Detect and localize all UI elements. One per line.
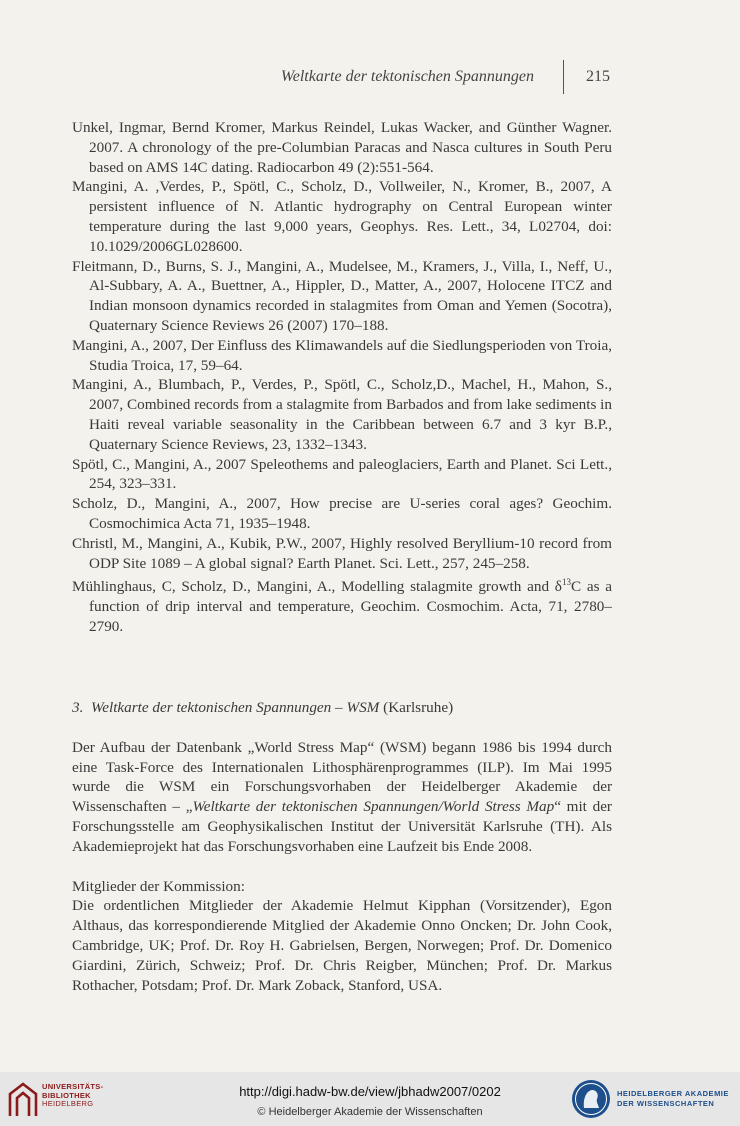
- paragraph-text: Der Aufbau der Datenbank „World Stress Map“ (WSM) begann 1986 bis 1994 durch eine Task-Force des Internationalen Lithosphärenprogrammes (ILP). Im Mai 1995 wurde die WSM ein Forschungsvorhaben der Heidelberger Akademie der Wissenschaften – „: [72, 738, 612, 816]
- reference-item: Fleitmann, D., Burns, S. J., Mangini, A., Mudelsee, M., Kramers, J., Villa, I., Neff, U., Al-Subbary, A. A., Buettner, A., Hippler, D., Matter, A., 2007, Holocene ITCZ and Indian monsoon dynamics recorded in stalagmites from Oman and Yemen (Socotra), Quaternary Science Reviews 26 (2007) 170–188.: [72, 257, 612, 334]
- running-header: [0, 68, 740, 94]
- reference-item: Spötl, C., Mangini, A., 2007 Speleothems and paleoglaciers, Earth and Planet. Sci Lett., 254, 323–331.: [72, 455, 612, 493]
- reference-text: C as a function of drip interval and temperature, Geochim. Cosmochim. Acta, 71, 2780–2790.: [89, 578, 612, 635]
- body-paragraph: [72, 738, 612, 857]
- header-divider: [563, 60, 564, 94]
- section-title: Weltkarte der tektonischen Spannungen – WSM: [90, 699, 380, 716]
- section-number: 3.: [72, 699, 84, 716]
- digitization-footer: [0, 1072, 740, 1126]
- reference-item: Christl, M., Mangini, A., Kubik, P.W., 2007, Highly resolved Beryllium-10 record from ODP Site 1089 – A global signal? Earth Planet. Sci. Lett., 257, 245–258.: [72, 534, 612, 572]
- copyright-notice: © Heidelberger Akademie der Wissenschaften: [257, 1106, 483, 1118]
- ub-heidelberg-name: UNIVERSITÄTS- BIBLIOTHEK HEIDELBERG: [42, 1082, 104, 1109]
- academy-seal-logo: [571, 1079, 611, 1119]
- page-number: 215: [586, 68, 610, 85]
- reference-item: Mangini, A., Blumbach, P., Verdes, P., Spötl, C., Scholz,D., Machel, H., Mahon, S., 2007, Combined records from a stalagmite from Barbados and from lake sediments in Haiti reveal variable seasonality in the Caribbean between 6.7 and 3 kyr B.P., Quaternary Science Reviews, 23, 1332–1343.: [72, 376, 612, 453]
- members-heading: Mitglieder der Kommission:: [72, 877, 245, 895]
- academy-name: HEIDELBERGER AKADEMIE DER WISSENSCHAFTEN: [617, 1089, 729, 1108]
- reference-item: Mangini, A., 2007, Der Einfluss des Klimawandels auf die Siedlungsperioden von Troia, Studia Troica, 17, 59–64.: [72, 336, 612, 374]
- reference-text: Mühlinghaus, C, Scholz, D., Mangini, A., Modelling stalagmite growth and δ: [72, 578, 562, 596]
- permalink-url[interactable]: http://digi.hadw-bw.de/view/jbhadw2007/0202: [239, 1084, 501, 1099]
- reference-item: Unkel, Ingmar, Bernd Kromer, Markus Reindel, Lukas Wacker, and Günther Wagner. 2007. A chronology of the pre-Columbian Paracas and Nasca cultures in South Peru based on AMS 14C dating. Radiocarbon 49 (2):551-564.: [72, 119, 612, 176]
- members-text: Die ordentlichen Mitglieder der Akademie Helmut Kipphan (Vorsitzender), Egon Althaus, das korrespondierende Mitglied der Akademie Onno Oncken; Dr. John Cook, Cambridge, UK; Prof. Dr. Roy H. Gabrielsen, Bergen, Norwegen; Prof. Dr. Domenico Giardini, Zürich, Schweiz; Prof. Dr. Chris Reigber, München; Prof. Dr. Markus Rothacher, Potsdam; Prof. Dr. Mark Zoback, Stanford, USA.: [72, 897, 612, 994]
- section-location: (Karlsruhe): [383, 699, 454, 716]
- wsm-section: [72, 698, 612, 995]
- reference-item: Mangini, A. ,Verdes, P., Spötl, C., Scholz, D., Vollweiler, N., Kromer, B., 2007, A persistent influence of N. Atlantic hydrography on Central European winter temperature during the last 9,000 years, Geophys. Res. Lett., 34, L02704, doi: 10.1029/2006GL028600.: [72, 178, 612, 255]
- isotope-superscript: 13: [561, 577, 571, 588]
- running-title: Weltkarte der tektonischen Spannungen: [280, 68, 534, 85]
- reference-item: Scholz, D., Mangini, A., 2007, How precise are U-series coral ages? Geochim. Cosmochimica Acta 71, 1935–1948.: [72, 495, 612, 532]
- section-heading: [72, 698, 612, 718]
- members-block: [72, 877, 612, 996]
- reference-item: [72, 573, 612, 636]
- project-title: Weltkarte der tektonischen Spannungen/World Stress Map: [192, 798, 555, 816]
- paragraph-text: “ mit der Forschungsstelle am Geophysikalischen Institut der Universität Karlsruhe (TH). Als Akademieprojekt hat das Forschungsvorhaben eine Laufzeit bis Ende 2008.: [72, 798, 612, 855]
- reference-list: [72, 118, 612, 637]
